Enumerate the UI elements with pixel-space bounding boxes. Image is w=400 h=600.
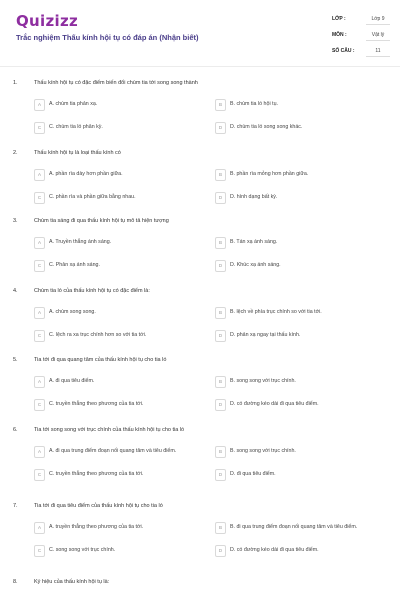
answer-option-checkbox[interactable]: C	[34, 469, 45, 481]
answer-option-text: C. truyền thẳng theo phương của tia tới.	[49, 471, 144, 477]
meta-count-label: SỐ CÂU :	[332, 48, 355, 54]
meta-subject-label: MÔN :	[332, 32, 347, 38]
answer-option[interactable]	[34, 446, 184, 458]
question-number: 8.	[13, 579, 18, 585]
answer-option[interactable]	[34, 122, 184, 134]
answer-option-checkbox[interactable]: D	[215, 122, 226, 134]
answer-option-text: B. Tán xạ ánh sáng.	[230, 239, 278, 245]
answer-option-checkbox[interactable]: A	[34, 169, 45, 181]
answer-option-text: A. đi qua trung điểm đoạn nối quang tâm và tiêu điểm.	[49, 448, 177, 454]
question-number: 1.	[13, 80, 18, 86]
question-text: Thấu kính hội tụ có đặc điểm biến đổi chùm tia tới song song thành	[34, 80, 198, 86]
answer-option-text: D. phản xạ ngay tại thấu kính.	[230, 332, 301, 338]
answer-option[interactable]	[34, 376, 184, 388]
answer-option-checkbox[interactable]: B	[215, 522, 226, 534]
answer-option-text: A. Truyền thẳng ánh sáng.	[49, 239, 112, 245]
header-divider	[0, 66, 400, 67]
answer-option-checkbox[interactable]: A	[34, 522, 45, 534]
answer-option[interactable]	[215, 122, 365, 134]
answer-option-text: C. phần rìa và phần giữa bằng nhau.	[49, 194, 136, 200]
question-text: Tia tới song song với trục chính của thấu kính hội tụ cho tia ló	[34, 427, 185, 433]
answer-option-text: B. đi qua trung điểm đoạn nối quang tâm và tiêu điểm.	[230, 524, 358, 530]
answer-option-text: A. chùm tia phản xạ.	[49, 101, 98, 107]
question-text: Tia tới đi qua quang tâm của thấu kính hội tụ cho tia ló	[34, 357, 167, 363]
answer-option-checkbox[interactable]: C	[34, 260, 45, 272]
answer-option[interactable]	[215, 545, 365, 557]
answer-option[interactable]	[215, 169, 365, 181]
answer-option-checkbox[interactable]: D	[215, 545, 226, 557]
answer-option[interactable]	[215, 446, 365, 458]
meta-subject	[332, 29, 392, 45]
meta-count	[332, 45, 392, 61]
answer-option-checkbox[interactable]: B	[215, 307, 226, 319]
answer-option-checkbox[interactable]: C	[34, 545, 45, 557]
meta-subject-value: Vật lý	[366, 30, 390, 41]
answer-option[interactable]	[34, 469, 184, 481]
page-title: Trắc nghiệm Thấu kính hội tụ có đáp án (Nhận biết)	[16, 33, 199, 42]
answer-option-text: C. Phản xạ ánh sáng.	[49, 262, 100, 268]
answer-option-checkbox[interactable]: B	[215, 169, 226, 181]
answer-option-checkbox[interactable]: C	[34, 399, 45, 411]
answer-option-checkbox[interactable]: A	[34, 376, 45, 388]
answer-option-text: D. hình dạng bất kỳ.	[230, 194, 278, 200]
quizizz-logo: Quizizz	[16, 12, 79, 30]
answer-option-text: B. song song với trục chính.	[230, 378, 296, 384]
question-number: 7.	[13, 503, 18, 509]
answer-option[interactable]	[215, 330, 365, 342]
answer-option[interactable]	[215, 260, 365, 272]
answer-option-text: D. có đường kéo dài đi qua tiêu điểm.	[230, 547, 319, 553]
answer-option-checkbox[interactable]: D	[215, 399, 226, 411]
answer-option[interactable]	[215, 376, 365, 388]
question-number: 4.	[13, 288, 18, 294]
answer-option-text: A. đi qua tiêu điểm.	[49, 378, 95, 384]
answer-option-checkbox[interactable]: B	[215, 376, 226, 388]
answer-option-text: B. phần rìa mỏng hơn phần giữa.	[230, 171, 309, 177]
answer-option-text: B. song song với trục chính.	[230, 448, 296, 454]
answer-option[interactable]	[215, 192, 365, 204]
answer-option[interactable]	[34, 522, 184, 534]
answer-option[interactable]	[34, 330, 184, 342]
answer-option-text: D. đi qua tiêu điểm.	[230, 471, 276, 477]
question-text: Thấu kính hội tụ là loại thấu kính có	[34, 150, 121, 156]
question-text: Chùm tia ló của thấu kính hội tụ có đặc điểm là:	[34, 288, 150, 294]
meta-grade-value: Lớp 9	[366, 14, 390, 25]
answer-option-checkbox[interactable]: D	[215, 469, 226, 481]
answer-option-checkbox[interactable]: A	[34, 237, 45, 249]
answer-option-text: A. chùm song song.	[49, 309, 96, 315]
page-header	[0, 0, 400, 62]
answer-option[interactable]	[34, 237, 184, 249]
answer-option-checkbox[interactable]: B	[215, 446, 226, 458]
answer-option-checkbox[interactable]: C	[34, 330, 45, 342]
answer-option[interactable]	[34, 169, 184, 181]
answer-option-text: D. có đường kéo dài đi qua tiêu điểm.	[230, 401, 319, 407]
meta-grade-label: LỚP :	[332, 16, 346, 22]
answer-option[interactable]	[34, 307, 184, 319]
answer-option[interactable]	[34, 545, 184, 557]
answer-option[interactable]	[215, 237, 365, 249]
answer-option[interactable]	[215, 522, 365, 534]
answer-option[interactable]	[215, 399, 365, 411]
answer-option[interactable]	[34, 260, 184, 272]
answer-option-text: C. truyền thẳng theo phương của tia tới.	[49, 401, 144, 407]
answer-option-checkbox[interactable]: A	[34, 446, 45, 458]
question-number: 3.	[13, 218, 18, 224]
question-text: Chùm tia sáng đi qua thấu kính hội tụ mô tả hiện tượng	[34, 218, 169, 224]
answer-option[interactable]	[34, 399, 184, 411]
meta-grade	[332, 13, 392, 29]
question-number: 2.	[13, 150, 18, 156]
question-text: Ký hiệu của thấu kính hội tụ là:	[34, 579, 110, 585]
quiz-meta	[332, 13, 392, 61]
answer-option-checkbox[interactable]: B	[215, 99, 226, 111]
answer-option-checkbox[interactable]: D	[215, 330, 226, 342]
answer-option-text: B. chùm tia ló hội tụ.	[230, 101, 278, 107]
answer-option-checkbox[interactable]: B	[215, 237, 226, 249]
answer-option-checkbox[interactable]: C	[34, 122, 45, 134]
answer-option[interactable]	[215, 99, 365, 111]
answer-option[interactable]	[215, 469, 365, 481]
answer-option-checkbox[interactable]: A	[34, 307, 45, 319]
answer-option-text: C. lệch ra xa trục chính hơn so với tia tới.	[49, 332, 147, 338]
answer-option-checkbox[interactable]: D	[215, 192, 226, 204]
question-text: Tia tới đi qua tiêu điểm của thấu kính hội tụ cho tia ló	[34, 503, 163, 509]
answer-option-text: C. chùm tia ló phân kỳ.	[49, 124, 103, 130]
answer-option[interactable]	[215, 307, 365, 319]
answer-option[interactable]	[34, 99, 184, 111]
answer-option-checkbox[interactable]: D	[215, 260, 226, 272]
answer-option-text: A. phần rìa dày hơn phần giữa.	[49, 171, 123, 177]
answer-option-text: C. song song với trục chính.	[49, 547, 116, 553]
answer-option-text: D. chùm tia ló song song khác.	[230, 124, 303, 130]
answer-option-text: A. truyền thẳng theo phương của tia tới.	[49, 524, 144, 530]
answer-option-checkbox[interactable]: C	[34, 192, 45, 204]
meta-count-value: 11	[366, 46, 390, 57]
answer-option-text: D. Khúc xạ ánh sáng.	[230, 262, 281, 268]
answer-option[interactable]	[34, 192, 184, 204]
answer-option-checkbox[interactable]: A	[34, 99, 45, 111]
question-number: 6.	[13, 427, 18, 433]
question-number: 5.	[13, 357, 18, 363]
answer-option-text: B. lệch về phía trục chính so với tia tới.	[230, 309, 322, 315]
